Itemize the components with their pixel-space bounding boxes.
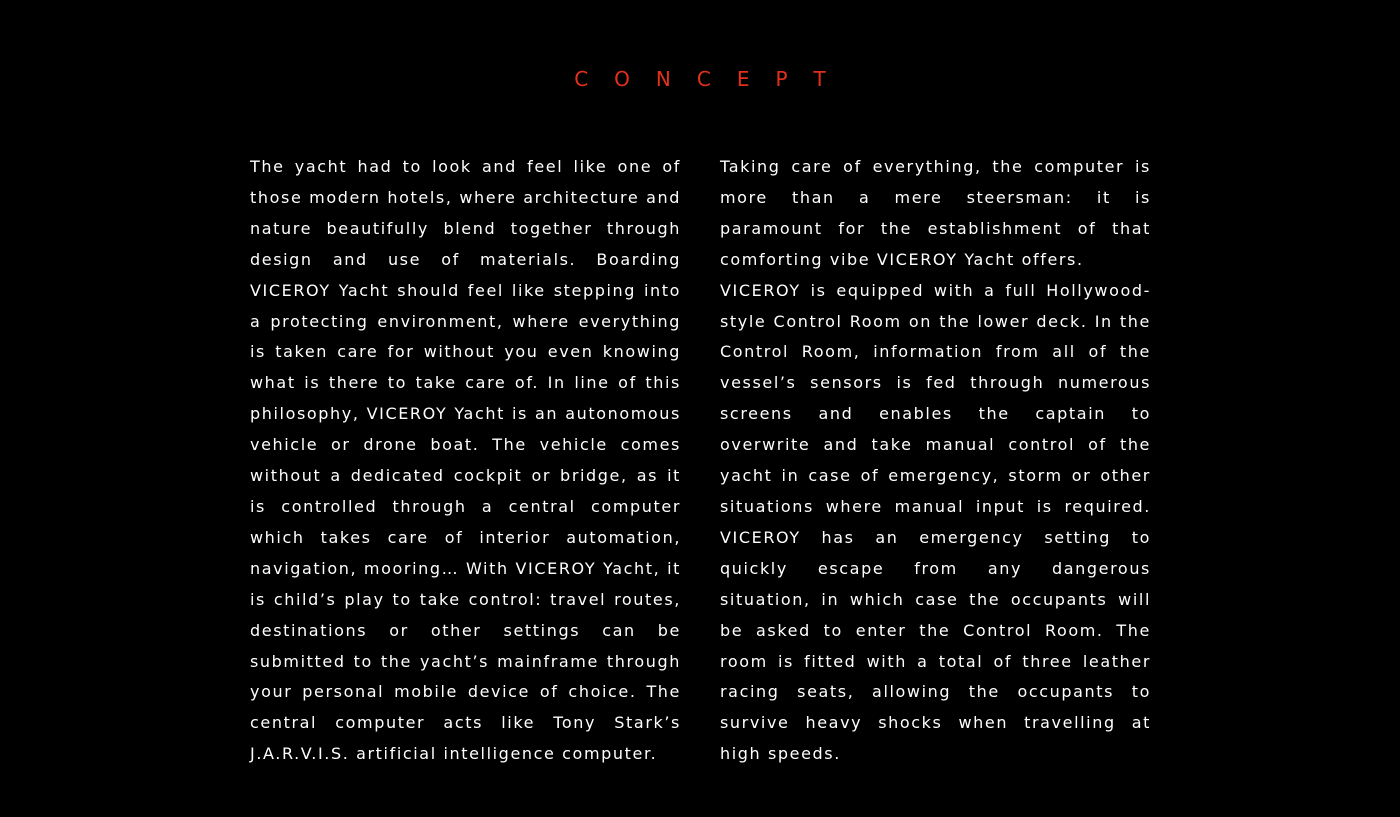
concept-paragraph: Taking care of everything, the computer is more than a mere steersman: it is paramount for the establishment of that comforting vibe VICEROY Yacht offers. (720, 157, 1151, 269)
concept-text-left-column (250, 152, 681, 770)
section-title: CONCEPT (574, 67, 852, 91)
concept-text-right-column (720, 152, 1151, 770)
concept-paragraph: VICEROY is equipped with a full Hollywood-style Control Room on the lower deck. In the Control Room, information from all of the vessel’s sensors is fed through numerous screens and enables the captain to overwrite and take manual control of the yacht in case of emergency, storm or other situations where manual input is required. VICEROY has an emergency setting to quickly escape from any dangerous situation, in which case the occupants will be asked to enter the Control Room. The room is fitted with a total of three leather racing seats, allowing the occupants to survive heavy shocks when travelling at high speeds. (720, 280, 1151, 764)
concept-paragraph: The yacht had to look and feel like one of those modern hotels, where architecture and nature beautifully blend together through design and use of materials. Boarding VICEROY Yacht should feel like stepping into a protecting environment, where everything is taken care for without you even knowing what is there to take care of. In line of this philosophy, VICEROY Yacht is an autonomous vehicle or drone boat. The vehicle comes without a dedicated cockpit or bridge, as it is controlled through a central computer which takes care of interior automation, navigation, mooring… With VICEROY Yacht, it is child’s play to take control: travel routes, destinations or other settings can be submitted to the yacht’s mainframe through your personal mobile device of choice. The central computer acts like Tony Stark’s J.A.R.V.I.S. artificial intelligence computer. (250, 157, 681, 764)
